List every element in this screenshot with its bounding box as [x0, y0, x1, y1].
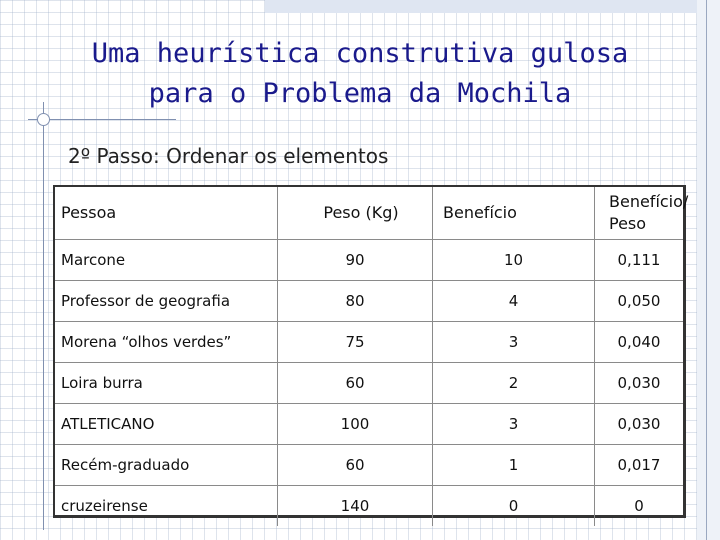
cell-peso: 140 [278, 486, 433, 527]
table-row [55, 363, 683, 404]
cell-pessoa: Morena “olhos verdes” [55, 322, 278, 363]
header-pessoa: Pessoa [55, 187, 278, 240]
header-ratio-line-2: Peso [609, 214, 647, 233]
slide-title-line-2: para o Problema da Mochila [148, 78, 572, 109]
cell-beneficio: 10 [433, 240, 595, 281]
cell-peso: 75 [278, 322, 433, 363]
top-decorative-band [265, 0, 720, 13]
cell-beneficio: 1 [433, 445, 595, 486]
cell-ratio: 0,111 [595, 240, 684, 281]
table-header-row [55, 187, 683, 240]
table-row [55, 445, 683, 486]
cell-ratio: 0,017 [595, 445, 684, 486]
cell-peso: 100 [278, 404, 433, 445]
cell-pessoa: Marcone [55, 240, 278, 281]
items-table [55, 187, 689, 526]
decorative-circle-icon [37, 113, 50, 126]
cell-beneficio: 2 [433, 363, 595, 404]
items-table-container [53, 185, 689, 518]
cell-pessoa: Professor de geografia [55, 281, 278, 322]
cell-beneficio: 3 [433, 404, 595, 445]
table-row [55, 486, 683, 527]
cell-peso: 60 [278, 445, 433, 486]
header-peso: Peso (Kg) [278, 187, 433, 240]
cell-pessoa: Recém-graduado [55, 445, 278, 486]
cell-beneficio: 3 [433, 322, 595, 363]
cell-beneficio: 4 [433, 281, 595, 322]
cell-pessoa: cruzeirense [55, 486, 278, 527]
cell-beneficio: 0 [433, 486, 595, 527]
step-subtitle: 2º Passo: Ordenar os elementos [68, 144, 389, 168]
table-row [55, 240, 683, 281]
slide-title [40, 34, 680, 114]
decorative-vertical-line [43, 102, 44, 530]
cell-ratio: 0,040 [595, 322, 684, 363]
cell-pessoa: Loira burra [55, 363, 278, 404]
right-decorative-line [706, 0, 707, 540]
cell-peso: 90 [278, 240, 433, 281]
cell-ratio: 0,030 [595, 404, 684, 445]
cell-ratio: 0 [595, 486, 684, 527]
table-row [55, 281, 683, 322]
header-beneficio-peso [595, 187, 689, 240]
header-ratio-line-1: Benefício/ [609, 192, 689, 211]
cell-pessoa: ATLETICANO [55, 404, 278, 445]
cell-peso: 80 [278, 281, 433, 322]
cell-ratio: 0,030 [595, 363, 684, 404]
header-beneficio: Benefício [433, 187, 595, 240]
right-decorative-band [697, 0, 720, 540]
table-row [55, 404, 683, 445]
cell-peso: 60 [278, 363, 433, 404]
cell-ratio: 0,050 [595, 281, 684, 322]
slide-title-line-1: Uma heurística construtiva gulosa [91, 38, 629, 69]
decorative-horizontal-line [28, 119, 176, 120]
table-row [55, 322, 683, 363]
